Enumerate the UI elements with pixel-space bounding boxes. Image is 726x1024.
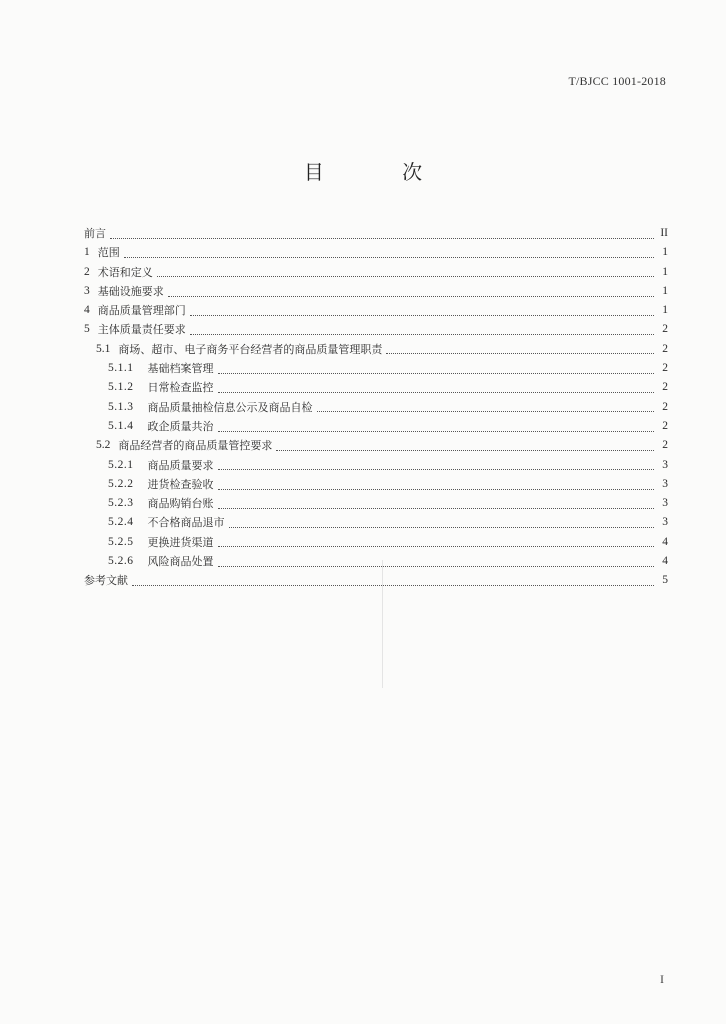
- toc-entry[interactable]: [84, 571, 668, 590]
- toc-entry-page: 2: [662, 381, 668, 394]
- toc-entry-page: 3: [662, 516, 668, 529]
- dot-leader: [276, 449, 654, 451]
- toc-entry-page: 2: [662, 323, 668, 336]
- dot-leader: [229, 526, 655, 528]
- dot-leader: [218, 545, 655, 547]
- toc-entry[interactable]: [84, 552, 668, 571]
- dot-leader: [218, 372, 655, 374]
- dot-leader: [132, 584, 654, 586]
- toc-entry-title: 商品质量抽检信息公示及商品自检: [147, 400, 313, 414]
- toc-entry[interactable]: [84, 320, 668, 339]
- toc-entry-number: 5.2.6: [108, 555, 134, 568]
- toc-entry[interactable]: [84, 513, 668, 532]
- dot-leader: [218, 391, 655, 393]
- toc-entry-page: 2: [662, 342, 668, 355]
- toc-entry[interactable]: [84, 533, 668, 552]
- toc-entry-page: 1: [662, 246, 668, 259]
- dot-leader: [168, 295, 654, 297]
- standard-code: T/BJCC 1001-2018: [568, 74, 666, 88]
- dot-leader: [124, 256, 654, 258]
- toc-entry-number: 5.2.4: [108, 516, 134, 529]
- toc-entry-number: 5.2.5: [108, 535, 134, 548]
- toc-entry[interactable]: [84, 494, 668, 513]
- toc-entry-page: 1: [662, 284, 668, 297]
- dot-leader: [317, 410, 655, 412]
- toc-entry-title: 商品质量要求: [147, 458, 214, 472]
- toc-entry-page: II: [660, 227, 668, 239]
- toc-entry-number: 2: [84, 265, 90, 278]
- toc-entry-number: 5.1.4: [108, 419, 134, 432]
- toc-entry-number: 5: [84, 323, 90, 336]
- toc-entry-title: 参考文献: [84, 574, 128, 588]
- toc-entry-title: 术语和定义: [97, 265, 153, 279]
- toc-entry-number: 5.1: [96, 342, 111, 355]
- toc-entry[interactable]: [84, 398, 668, 417]
- toc-entry-title: 风险商品处置: [147, 555, 214, 569]
- toc-entry[interactable]: [84, 224, 668, 243]
- toc-entry-title: 政企质量共治: [147, 419, 214, 433]
- toc-entry[interactable]: [84, 436, 668, 455]
- toc-entry-page: 1: [662, 265, 668, 278]
- dot-leader: [386, 352, 654, 354]
- toc-entry-page: 3: [662, 477, 668, 490]
- toc-entry-page: 5: [662, 574, 668, 587]
- toc-entry-number: 3: [84, 284, 90, 297]
- dot-leader: [218, 488, 655, 490]
- toc-entry-title: 更换进货渠道: [147, 535, 214, 549]
- toc-entry[interactable]: [84, 475, 668, 494]
- toc-entry-page: 3: [662, 497, 668, 510]
- scan-fold-line: [382, 560, 383, 688]
- toc-entry[interactable]: [84, 243, 668, 262]
- dot-leader: [157, 275, 654, 277]
- dot-leader: [218, 565, 655, 567]
- toc-entry-number: 1: [84, 246, 90, 259]
- toc-entry[interactable]: [84, 456, 668, 475]
- page-number: I: [660, 972, 664, 986]
- toc-entry-number: 5.2: [96, 439, 111, 452]
- toc-entry-page: 2: [662, 419, 668, 432]
- toc-entry-title: 主体质量责任要求: [97, 323, 186, 337]
- toc-entry[interactable]: [84, 301, 668, 320]
- dot-leader: [110, 237, 654, 239]
- page-title: 目 次: [303, 160, 459, 184]
- toc-entry-number: 5.2.1: [108, 458, 134, 471]
- dot-leader: [190, 314, 654, 316]
- toc-entry-page: 4: [662, 535, 668, 548]
- toc-entry-title: 商品经营者的商品质量管控要求: [118, 439, 273, 453]
- toc-entry-title: 商场、超市、电子商务平台经营者的商品质量管理职责: [118, 342, 383, 356]
- toc-entry-number: 5.1.1: [108, 362, 134, 375]
- toc-entry-title: 商品质量管理部门: [97, 304, 186, 318]
- dot-leader: [190, 333, 654, 335]
- toc-entry-page: 2: [662, 439, 668, 452]
- toc-entry-number: 4: [84, 304, 90, 317]
- toc-entry[interactable]: [84, 359, 668, 378]
- table-of-contents: [84, 224, 668, 591]
- toc-entry-page: 2: [662, 400, 668, 413]
- dot-leader: [218, 468, 655, 470]
- toc-entry-title: 范围: [97, 246, 120, 260]
- toc-entry[interactable]: [84, 282, 668, 301]
- toc-entry-title: 日常检查监控: [147, 381, 214, 395]
- toc-entry-page: 4: [662, 555, 668, 568]
- toc-entry-title: 不合格商品退市: [147, 516, 225, 530]
- toc-entry-title: 基础设施要求: [97, 284, 164, 298]
- toc-entry-number: 5.2.3: [108, 497, 134, 510]
- toc-entry-page: 1: [662, 304, 668, 317]
- dot-leader: [218, 430, 655, 432]
- toc-entry-title: 商品购销台账: [147, 497, 214, 511]
- toc-entry[interactable]: [84, 378, 668, 397]
- toc-entry[interactable]: [84, 417, 668, 436]
- toc-entry-number: 5.2.2: [108, 477, 134, 490]
- toc-entry[interactable]: [84, 340, 668, 359]
- dot-leader: [218, 507, 655, 509]
- toc-entry[interactable]: [84, 263, 668, 282]
- toc-entry-title: 进货检查验收: [147, 477, 214, 491]
- toc-entry-number: 5.1.2: [108, 381, 134, 394]
- toc-entry-number: 5.1.3: [108, 400, 134, 413]
- toc-entry-page: 2: [662, 362, 668, 375]
- toc-entry-title: 基础档案管理: [147, 362, 214, 376]
- toc-entry-page: 3: [662, 458, 668, 471]
- toc-entry-title: 前言: [84, 227, 106, 240]
